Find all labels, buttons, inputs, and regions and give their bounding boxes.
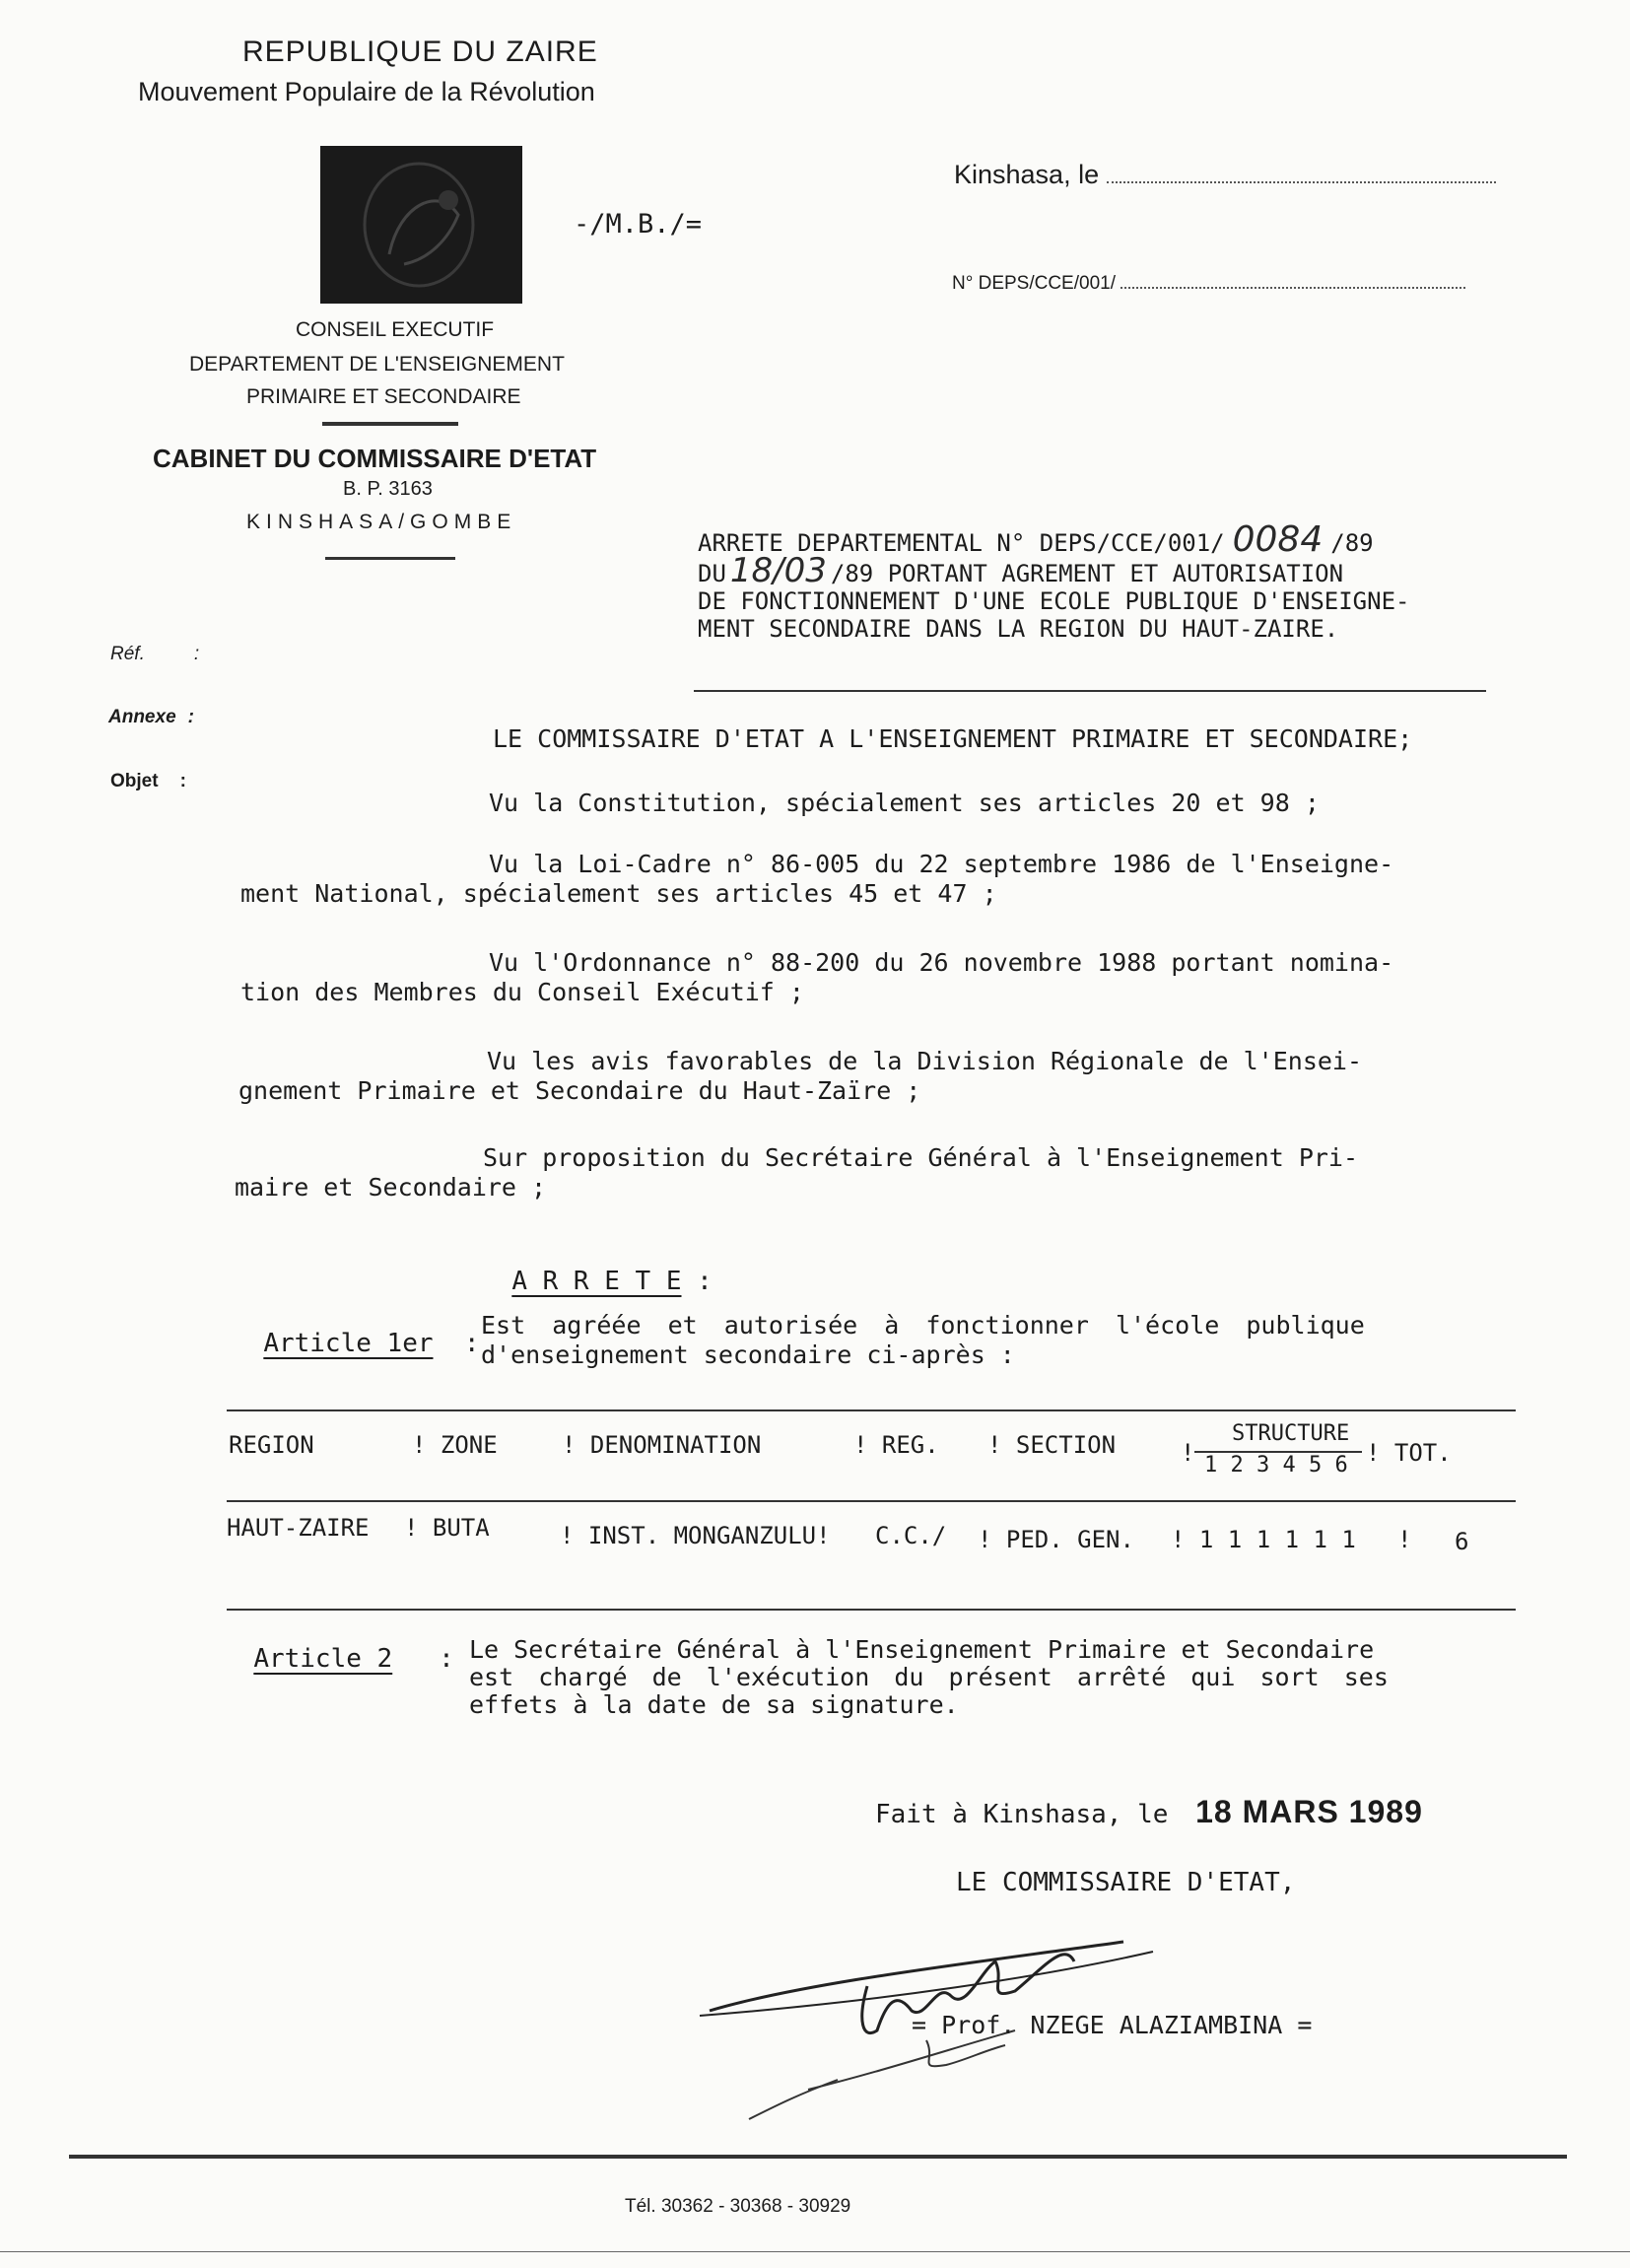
city-name: KINSHASA/GOMBE <box>246 511 517 533</box>
article-1-text: Est agréée et autorisée à fonctionner l'école publique d'enseignement secondaire ci-après : <box>481 1311 1365 1369</box>
signatory-name: = Prof. NZEGE ALAZIAMBINA = <box>912 2011 1313 2039</box>
col-region: REGION <box>229 1431 314 1459</box>
article-2-label: Article 2 : <box>253 1644 454 1674</box>
cell-reg: C.C./ <box>875 1522 947 1549</box>
divider-short <box>322 422 458 426</box>
col-reg: ! REG. <box>853 1431 939 1459</box>
done-at-line: Fait à Kinshasa, le 18 MARS 1989 <box>875 1794 1423 1829</box>
col-denomination: ! DENOMINATION <box>562 1431 762 1459</box>
place-label: Kinshasa, le <box>954 160 1100 189</box>
handwritten-decree-number: 0084 <box>1232 519 1324 560</box>
po-box: B. P. 3163 <box>343 478 433 500</box>
republic-name: REPUBLIQUE DU ZAIRE <box>242 35 598 68</box>
col-zone: ! ZONE <box>412 1431 498 1459</box>
number-label: N° DEPS/CCE/001/ <box>952 273 1116 294</box>
commissioner-intro: LE COMMISSAIRE D'ETAT A L'ENSEIGNEMENT PRIMAIRE ET SECONDAIRE; <box>493 724 1413 753</box>
date-dotted-line <box>1107 164 1496 183</box>
cell-zone: ! BUTA <box>404 1514 490 1542</box>
department-line1: DEPARTEMENT DE L'ENSEIGNEMENT <box>189 353 565 376</box>
cell-total: 6 <box>1455 1528 1469 1555</box>
cell-tot-bang: ! <box>1397 1526 1412 1553</box>
cell-structure: ! 1 1 1 1 1 1 <box>1171 1526 1356 1553</box>
sur-proposition: Sur proposition du Secrétaire Général à l'Enseignement Pri- maire et Secondaire ; <box>235 1143 1359 1202</box>
article-1-label: Article 1er : <box>263 1329 480 1358</box>
article-2-text: Le Secrétaire Général à l'Enseignement Primaire et Secondaire est chargé de l'exécution du présent arrêté qui sort ses effets à la date de sa signature. <box>469 1635 1389 1719</box>
title-underline <box>694 690 1486 692</box>
emblem-icon <box>320 146 522 304</box>
table-header-row <box>227 1421 1518 1500</box>
objet-label: Objet : <box>110 771 186 791</box>
decree-title-block <box>698 519 1486 643</box>
vu-loi-cadre: Vu la Loi-Cadre n° 86-005 du 22 septembre 1986 de l'Enseigne- ment National, spécialement ses articles 45 et 47 ; <box>240 850 1394 908</box>
cabinet-title: CABINET DU COMMISSAIRE D'ETAT <box>153 444 597 473</box>
cell-section: ! PED. GEN. <box>978 1526 1134 1553</box>
arrete-heading: A R R E T E : <box>511 1267 713 1296</box>
footer-rule <box>69 2155 1567 2159</box>
date-stamp: 18 MARS 1989 <box>1195 1794 1423 1829</box>
reference-code: -/M.B./= <box>574 209 703 240</box>
signatory-title: LE COMMISSAIRE D'ETAT, <box>956 1868 1296 1897</box>
ref-label: Réf. : <box>110 644 200 664</box>
handwritten-decree-date: 18/03 <box>729 551 827 590</box>
table-top-rule <box>227 1409 1516 1411</box>
cell-denomination: ! INST. MONGANZULU! <box>560 1522 831 1549</box>
document-number-field <box>952 273 1465 295</box>
council-name: CONSEIL EXECUTIF <box>296 318 495 341</box>
decree-title-line1: ARRETE DEPARTEMENTAL N° DEPS/CCE/001/ 0084 /89 <box>698 519 1374 560</box>
department-line2: PRIMAIRE ET SECONDAIRE <box>246 385 521 408</box>
vu-avis: Vu les avis favorables de la Division Régionale de l'Ensei- gnement Primaire et Secondaire du Haut-Zaïre ; <box>238 1047 1363 1105</box>
decree-title-line3: DE FONCTIONNEMENT D'UNE ECOLE PUBLIQUE D'ENSEIGNE- <box>698 587 1410 615</box>
place-date-field <box>954 160 1496 190</box>
number-dotted-line <box>1121 275 1465 289</box>
table-row <box>227 1514 1518 1553</box>
movement-name: Mouvement Populaire de la Révolution <box>138 77 595 106</box>
annexe-label: Annexe : <box>108 707 194 727</box>
vu-constitution: Vu la Constitution, spécialement ses articles 20 et 98 ; <box>489 789 1320 817</box>
col-structure-digits: 1 2 3 4 5 6 <box>1204 1453 1348 1478</box>
col-tot: ! TOT. <box>1366 1439 1452 1467</box>
table-bottom-rule <box>227 1609 1516 1611</box>
decree-title-line2: DU 18/03 /89 PORTANT AGREMENT ET AUTORISATION <box>698 551 1344 590</box>
col-structure-bang: ! <box>1181 1439 1195 1467</box>
table-header-rule <box>227 1500 1516 1502</box>
footer-phone: Tél. 30362 - 30368 - 30929 <box>625 2196 851 2217</box>
decree-title-line4: MENT SECONDAIRE DANS LA REGION DU HAUT-ZAIRE. <box>698 615 1339 643</box>
cell-region: HAUT-ZAIRE <box>227 1514 370 1542</box>
col-section: ! SECTION <box>987 1431 1117 1459</box>
coat-of-arms-seal <box>320 146 522 304</box>
vu-ordonnance: Vu l'Ordonnance n° 88-200 du 26 novembre 1988 portant nomina- tion des Membres du Conseil Exécutif ; <box>240 948 1394 1006</box>
col-structure: STRUCTURE <box>1232 1421 1350 1446</box>
divider-short-2 <box>325 557 455 560</box>
bottom-edge-rule <box>0 2251 1630 2252</box>
